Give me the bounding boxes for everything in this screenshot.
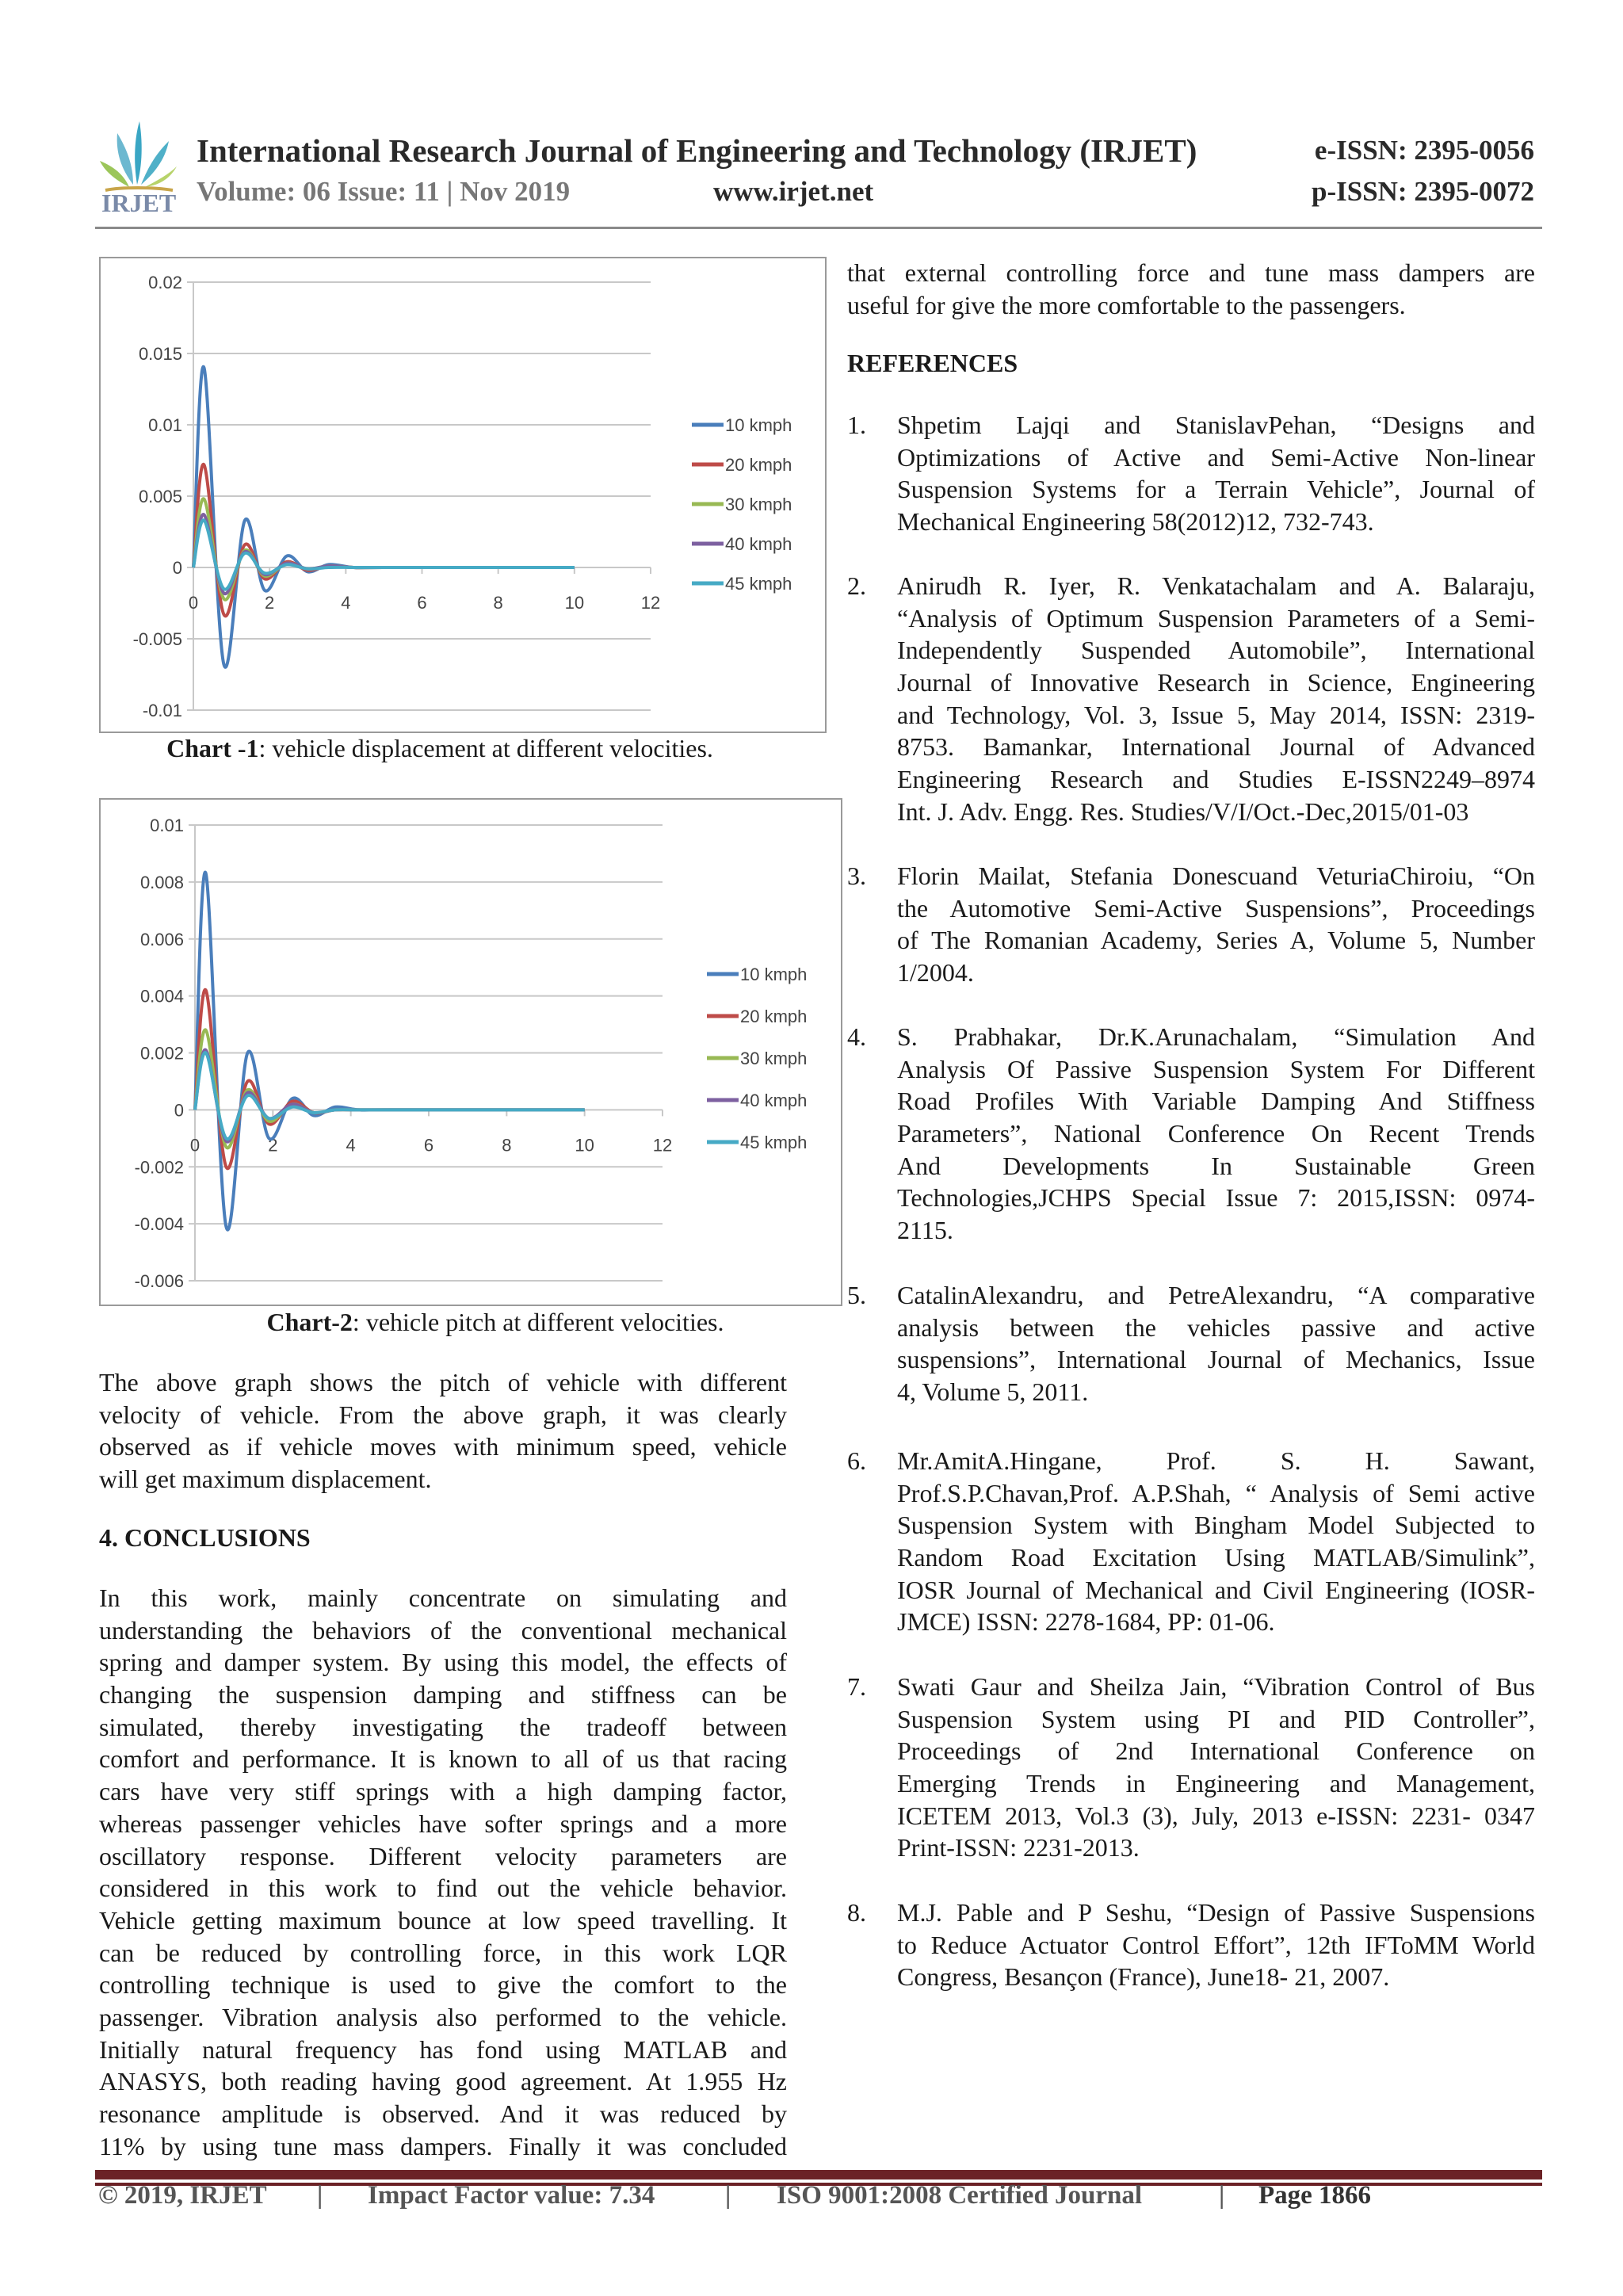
text-line: IOSR Journal of Mechanical and Civil Engineering (IOSR- [897,1575,1535,1604]
legend-label: 30 kmph [740,1049,808,1068]
text-line: will get maximum displacement. [99,1465,432,1494]
chart-1-label: Chart -1 [166,734,259,762]
conclusions-paragraph [99,1582,787,2162]
reference-number: 1. [847,411,866,439]
footer-rule [95,2170,1542,2179]
text-line: Independently Suspended Automobile”, International [897,636,1535,665]
reference-number: 7. [847,1672,866,1701]
header-divider [95,227,1542,229]
text-line: of The Romanian Academy, Series A, Volume 5, Number [897,926,1535,955]
discussion-paragraph [99,1366,787,1496]
y-tick-label: 0.01 [150,816,184,835]
text-line: Shpetim Lajqi and StanislavPehan, “Designs and [897,411,1535,439]
x-tick-label: 4 [346,1135,356,1156]
text-line: to Reduce Actuator Control Effort”, 12th IFToMM World [897,1930,1535,1959]
series-line-10-kmph [193,367,575,667]
legend-label: 10 kmph [725,415,792,435]
y-tick-label: 0 [172,558,182,578]
text-line: simulated, thereby investigating the tradeoff between [99,1712,787,1741]
logo-text: IRJET [101,189,177,217]
y-tick-label: -0.01 [142,701,182,720]
pissn: p-ISSN: 2395-0072 [1311,176,1534,207]
text-line: Suspension System using PI and PID Controller”, [897,1704,1535,1733]
reference-number: 4. [847,1022,866,1051]
legend-label: 45 kmph [725,574,792,594]
text-line: Initially natural frequency has fond using MATLAB and [99,2034,787,2064]
reference-text [897,1897,1535,1993]
y-tick-label: 0.015 [138,344,182,364]
text-line: Anirudh R. Iyer, R. Venkatachalam and A. Balaraju, [897,571,1535,600]
text-line: Random Road Excitation Using MATLAB/Simulink”, [897,1543,1535,1572]
journal-logo [94,117,181,216]
text-line: M.J. Pable and P Seshu, “Design of Passive Suspensions [897,1898,1535,1927]
y-tick-label: 0.005 [138,487,182,506]
text-line: Analysis Of Passive Suspension System For Different [897,1054,1535,1083]
journal-website[interactable]: www.irjet.net [713,176,874,207]
legend-label: 30 kmph [725,495,792,514]
text-line: S. Prabhakar, Dr.K.Arunachalam, “Simulation And [897,1022,1535,1051]
text-line: resonance amplitude is observed. And it was reduced by [99,2099,787,2128]
text-line: 11% by using tune mass dampers. Finally it was concluded [99,2131,787,2160]
x-tick-label: 0 [189,1135,200,1156]
conclusions-continuation [847,257,1535,321]
y-tick-label: 0.002 [139,1043,184,1064]
legend-label: 40 kmph [740,1091,808,1110]
text-line: that external controlling force and tune mass dampers are [847,258,1535,287]
legend-label: 40 kmph [725,534,792,554]
text-line: Florin Mailat, Stefania Donescuand VeturiaChiroiu, “On [897,861,1535,890]
text-line: ANASYS, both reading having good agreement. At 1.955 Hz [99,2067,787,2096]
y-tick-label: -0.006 [134,1271,184,1291]
footer-iso: ISO 9001:2008 Certified Journal [777,2181,1143,2210]
x-tick-label: 0 [188,593,199,613]
footer-separator: | [317,2181,323,2210]
chart-1 [99,257,827,733]
chart-2-caption-text: : vehicle pitch at different velocities. [352,1308,724,1336]
y-tick-label: -0.005 [132,629,182,649]
legend-label: 10 kmph [740,965,808,984]
chart-2-svg [101,800,841,1305]
text-line: passenger. Vibration analysis also performed to the vehicle. [99,2002,787,2031]
y-tick-label: -0.004 [134,1214,184,1235]
legend-label: 45 kmph [740,1133,808,1152]
x-tick-label: 10 [564,593,585,613]
text-line: Journal of Innovative Research in Science, Engineering [897,668,1535,697]
reference-text [897,1445,1535,1638]
footer-separator: | [1219,2181,1225,2210]
chart-1-caption-text: : vehicle displacement at different velocities. [258,734,713,762]
footer-impact-factor: Impact Factor value: 7.34 [368,2181,655,2210]
footer-copyright: © 2019, IRJET [98,2181,267,2210]
series-line-10-kmph [195,873,585,1230]
x-tick-label: 4 [341,593,351,613]
x-tick-label: 12 [652,1135,673,1156]
text-line: In this work, mainly concentrate on simulating and [99,1584,787,1612]
text-line: spring and damper system. By using this model, the effects of [99,1648,787,1677]
text-line: whereas passenger vehicles have softer springs and a more [99,1809,787,1838]
text-line: considered in this work to find out the vehicle behavior. [99,1874,787,1903]
reference-text [897,1671,1535,1864]
text-line: changing the suspension damping and stiffness can be [99,1680,787,1710]
x-tick-label: 10 [575,1135,594,1156]
y-tick-label: 0.004 [139,986,184,1007]
text-line: Congress, Besançon (France), June18- 21, 2007. [897,1962,1390,1992]
y-tick-label: 0.01 [148,415,182,435]
text-line: cars have very stiff springs with a high damping factor, [99,1777,787,1806]
text-line: analysis between the vehicles passive and active [897,1312,1535,1342]
text-line: oscillatory response. Different velocity parameters are [99,1841,787,1870]
chart-2-caption [99,1308,892,1337]
text-line: understanding the behaviors of the conventional mechanical [99,1615,787,1645]
volume-issue: Volume: 06 Issue: 11 | Nov 2019 [197,176,571,207]
text-line: Suspension System with Bingham Model Subjected to [897,1511,1535,1540]
y-tick-label: 0.02 [148,273,182,292]
text-line: CatalinAlexandru, and PetreAlexandru, “A comparative [897,1281,1535,1309]
text-line: controlling technique is used to give the comfort to the [99,1970,787,2000]
text-line: velocity of vehicle. From the above graph, it was clearly [99,1400,787,1429]
text-line: Parameters”, National Conference On Recent Trends [897,1119,1535,1148]
reference-text [897,1021,1535,1247]
text-line: useful for give the more comfortable to the passengers. [847,290,1406,319]
reference-text [897,860,1535,989]
text-line: “Analysis of Optimum Suspension Parameters of a Semi- [897,603,1535,632]
reference-number: 8. [847,1898,866,1927]
chart-1-svg [101,258,825,732]
references-heading: REFERENCES [847,349,1018,377]
text-line: Vehicle getting maximum bounce at low speed travelling. It [99,1905,787,1935]
text-line: 2115. [897,1216,953,1245]
text-line: ICETEM 2013, Vol.3 (3), July, 2013 e-ISSN: 2231- 0347 [897,1801,1535,1830]
x-tick-label: 12 [640,593,661,613]
x-tick-label: 6 [417,593,427,613]
chart-1-caption [99,734,781,763]
text-line: 4, Volume 5, 2011. [897,1377,1089,1407]
text-line: Swati Gaur and Sheilza Jain, “Vibration Control of Bus [897,1672,1535,1701]
text-line: Proceedings of 2nd International Conference on [897,1736,1535,1766]
text-line: Mr.AmitA.Hingane, Prof. S. H. Sawant, [897,1446,1535,1475]
y-tick-label: 0.006 [139,929,184,949]
reference-text [897,409,1535,538]
text-line: The above graph shows the pitch of vehicle with different [99,1368,787,1396]
text-line: JMCE) ISSN: 2278-1684, PP: 01-06. [897,1607,1275,1637]
x-tick-label: 2 [265,593,275,613]
text-line: 8753. Bamankar, International Journal of Advanced [897,732,1535,762]
text-line: Int. J. Adv. Engg. Res. Studies/V/I/Oct.-Dec,2015/01-03 [897,797,1469,826]
text-line: Emerging Trends in Engineering and Management, [897,1769,1535,1798]
chart-2 [99,798,842,1306]
text-line: Road Profiles With Variable Damping And Stiffness [897,1087,1535,1116]
text-line: Optimizations of Active and Semi-Active Non-linear [897,442,1535,472]
y-tick-label: 0.008 [139,872,184,892]
reference-number: 3. [847,861,866,890]
reference-number: 2. [847,571,866,600]
eissn: e-ISSN: 2395-0056 [1314,135,1534,166]
conclusions-heading: 4. CONCLUSIONS [99,1523,311,1552]
reference-number: 6. [847,1446,866,1475]
text-line: Print-ISSN: 2231-2013. [897,1833,1140,1862]
x-tick-label: 6 [423,1135,434,1156]
text-line: and Technology, Vol. 3, Issue 5, May 2014, ISSN: 2319- [897,700,1535,729]
text-line: comfort and performance. It is known to all of us that racing [99,1744,787,1774]
footer-separator: | [725,2181,731,2210]
series-line-20-kmph [195,990,585,1169]
reference-text [897,1279,1535,1408]
text-line: suspensions”, International Journal of Mechanics, Issue [897,1345,1535,1374]
reference-number: 5. [847,1281,866,1309]
text-line: observed as if vehicle moves with minimum speed, vehicle [99,1432,787,1461]
text-line: can be reduced by controlling force, in this work LQR [99,1938,787,1967]
text-line: Technologies,JCHPS Special Issue 7: 2015,ISSN: 0974- [897,1183,1535,1213]
footer-page-number: Page 1866 [1258,2181,1372,2210]
x-tick-label: 8 [493,593,503,613]
text-line: And Developments In Sustainable Green [897,1151,1535,1180]
y-tick-label: 0 [174,1100,184,1121]
text-line: Suspension Systems for a Terrain Vehicle”, Journal of [897,475,1535,504]
legend-label: 20 kmph [740,1007,808,1026]
series-line-20-kmph [193,464,575,617]
legend-label: 20 kmph [725,455,792,475]
reference-text [897,570,1535,828]
journal-title: International Research Journal of Engineering and Technology (IRJET) [197,132,1197,169]
text-line: 1/2004. [897,958,974,988]
x-tick-label: 2 [268,1135,278,1156]
text-line: Engineering Research and Studies E-ISSN2249–8974 [897,765,1535,794]
text-line: the Automotive Semi-Active Suspensions”, Proceedings [897,893,1535,923]
chart-2-label: Chart-2 [266,1308,353,1336]
text-line: Prof.S.P.Chavan,Prof. A.P.Shah, “ Analysis of Semi active [897,1478,1535,1507]
x-tick-label: 8 [502,1135,512,1156]
text-line: Mechanical Engineering 58(2012)12, 732-743. [897,507,1374,537]
y-tick-label: -0.002 [134,1157,184,1178]
